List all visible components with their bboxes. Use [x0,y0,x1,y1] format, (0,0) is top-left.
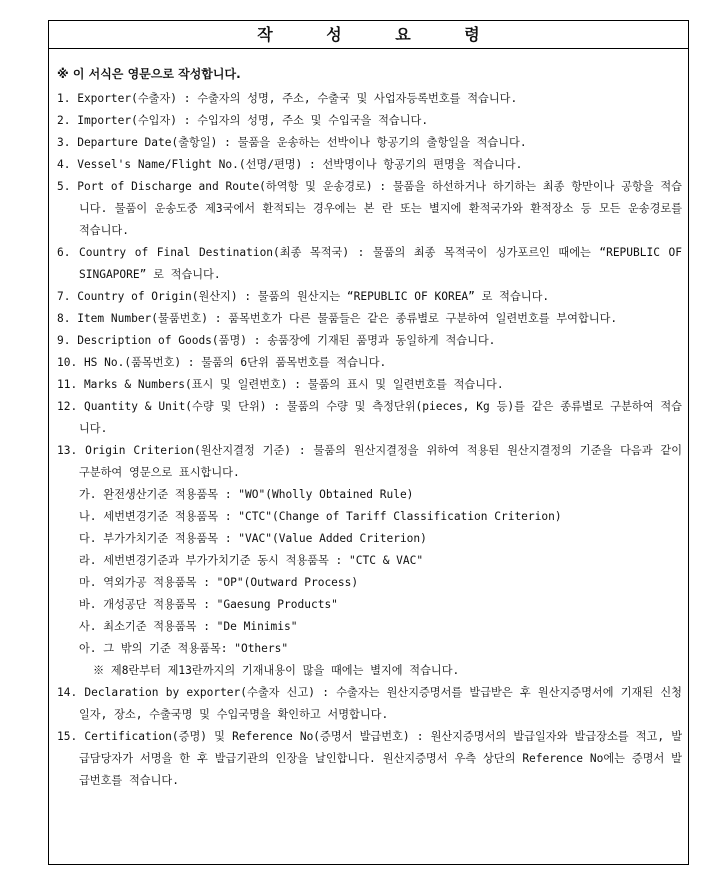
item-2: 2. Importer(수입자) : 수입자의 성명, 주소 및 수입국을 적습니다. [57,114,429,127]
item-8: 8. Item Number(물품번호) : 품목번호가 다른 물품들은 같은 종류별로 구분하여 일련번호를 부여합니다. [57,312,618,325]
criterion-ctc: 나. 세번변경기준 적용품목 : "CTC"(Change of Tariff Classification Criterion) [79,510,562,523]
item-10: 10. HS No.(품목번호) : 물품의 6단위 품목번호를 적습니다. [57,356,387,369]
item-1: 1. Exporter(수출자) : 수출자의 성명, 주소, 수출국 및 사업자등록번호를 적습니다. [57,92,518,105]
criterion-wo: 가. 완전생산기준 적용품목 : "WO"(Wholly Obtained Rule) [79,488,414,501]
instructions-content [57,65,682,792]
criterion-ctc-vac: 라. 세번변경기준과 부가가치기준 동시 적용품목 : "CTC & VAC" [79,554,424,567]
instructions-box [48,20,689,865]
english-notice: ※ 이 서식은 영문으로 작성합니다. [57,67,241,81]
criterion-gaesung: 바. 개성공단 적용품목 : "Gaesung Products" [79,598,338,611]
item-3: 3. Departure Date(출항일) : 물품을 운송하는 선박이나 항공기의 출항일을 적습니다. [57,136,527,149]
item-6: 6. Country of Final Destination(최종 목적국) : 물품의 최종 목적국이 싱가포르인 때에는 “REPUBLIC OF SINGAPORE” 로 적습니다. [57,246,682,281]
title-bar [49,21,688,49]
item-5: 5. Port of Discharge and Route(하역항 및 운송경로) : 물품을 하선하거나 하기하는 최종 항만이나 공항을 적습니다. 물품이 운송도중 제3국에서 환적되는 경우에는 본 란 또는 별지에 환적국가와 환적장소 등 모든 운송경로를 적습니다. [57,180,682,237]
item-15: 15. Certification(증명) 및 Reference No(증명서 발급번호) : 원산지증명서의 발급일자와 발급장소를 적고, 발급담당자가 서명을 한 후 발급기관의 인장을 날인합니다. 원산지증명서 우측 상단의 Reference No에는 증명서 발급번호를 적습니다. [57,730,682,787]
criterion-op: 마. 역외가공 적용품목 : "OP"(Outward Process) [79,576,359,589]
attachment-note: ※ 제8란부터 제13란까지의 기재내용이 많을 때에는 별지에 적습니다. [93,664,460,677]
criterion-vac: 다. 부가가치기준 적용품목 : "VAC"(Value Added Criterion) [79,532,427,545]
criterion-others: 아. 그 밖의 기준 적용품목: "Others" [79,642,289,655]
page-title: 작 성 요 령 [257,25,504,44]
criterion-de-minimis: 사. 최소기준 적용품목 : "De Minimis" [79,620,298,633]
item-4: 4. Vessel's Name/Flight No.(선명/편명) : 선박명이나 항공기의 편명을 적습니다. [57,158,523,171]
item-13: 13. Origin Criterion(원산지결정 기준) : 물품의 원산지결정을 위하여 적용된 원산지결정의 기준을 다음과 같이 구분하여 영문으로 표시합니다. [57,444,682,479]
item-7: 7. Country of Origin(원산지) : 물품의 원산지는 “REPUBLIC OF KOREA” 로 적습니다. [57,290,550,303]
item-12: 12. Quantity & Unit(수량 및 단위) : 물품의 수량 및 측정단위(pieces, Kg 등)를 같은 종류별로 구분하여 적습니다. [57,400,682,435]
item-11: 11. Marks & Numbers(표시 및 일련번호) : 물품의 표시 및 일련번호를 적습니다. [57,378,504,391]
item-9: 9. Description of Goods(품명) : 송품장에 기재된 품명과 동일하게 적습니다. [57,334,496,347]
item-14: 14. Declaration by exporter(수출자 신고) : 수출자는 원산지증명서를 발급받은 후 원산지증명서에 기재된 신청일자, 장소, 수출국명 및 수입국명을 확인하고 서명합니다. [57,686,682,721]
